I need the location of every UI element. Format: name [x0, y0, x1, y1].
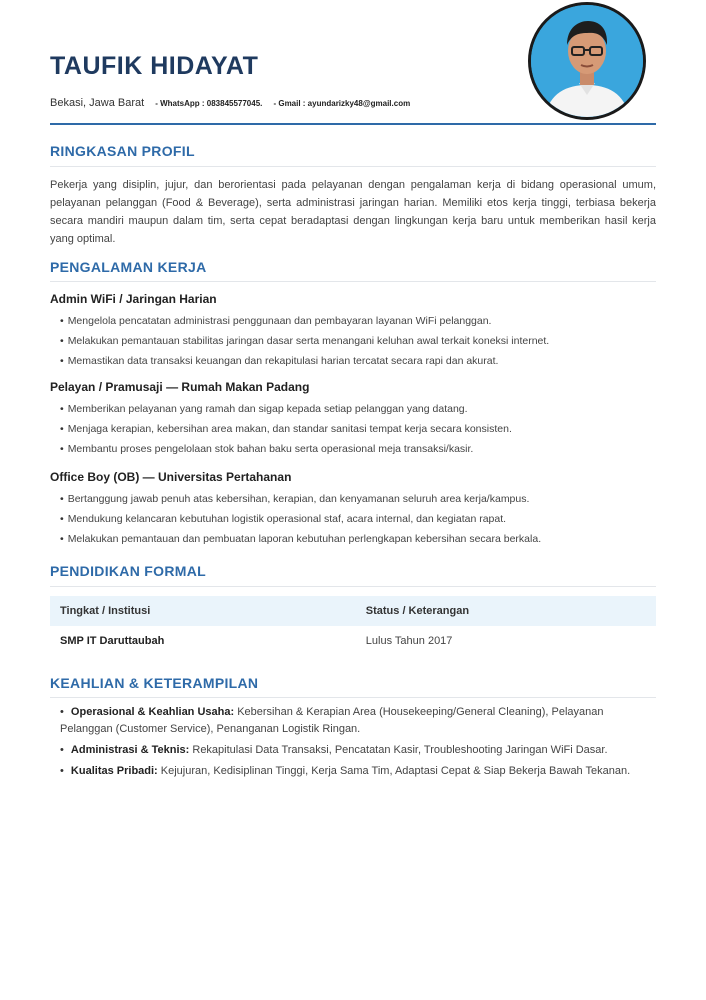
portrait-illustration-icon	[531, 5, 643, 117]
header-divider	[50, 123, 656, 125]
section-title-skills: KEAHLIAN & KETERAMPILAN	[50, 675, 259, 691]
job-title: Office Boy (OB) — Universitas Pertahanan	[50, 470, 292, 484]
list-item: • Mendukung kelancaran kebutuhan logistik operasional staf, acara internal, dan kegiatan rapat.	[60, 509, 650, 529]
contact-line	[50, 97, 410, 109]
list-item	[60, 763, 650, 780]
table-row	[50, 626, 656, 656]
table-cell: Lulus Tahun 2017	[365, 635, 453, 647]
profile-summary: Pekerja yang disiplin, jujur, dan berorientasi pada pelayanan dengan pengalaman kerja di bidang operasional umum, pelayanan pelanggan (Food & Beverage), serta administrasi jaringan harian. Memiliki etos kerja tinggi, terbiasa bekerja secara mandiri maupun dalam tim, serta cepat beradaptasi dengan lingkungan kerja baru untuk memberikan hasil kerja yang optimal.	[50, 179, 656, 245]
skill-label: Administrasi & Teknis:	[70, 744, 190, 756]
list-item	[60, 704, 650, 738]
skill-text: Kejujuran, Kedisiplinan Tinggi, Kerja Sama Tim, Adaptasi Cepat & Siap Bekerja Bawah Tekanan.	[157, 765, 631, 777]
section-title-education: PENDIDIKAN FORMAL	[50, 563, 206, 579]
gmail-text: - Gmail : ayundarizky48@gmail.com	[273, 99, 411, 108]
table-header-row	[50, 596, 656, 626]
job-bullet-list	[60, 399, 650, 459]
list-item: • Memberikan pelayanan yang ramah dan sigap kepada setiap pelanggan yang datang.	[60, 399, 650, 419]
section-divider	[50, 586, 656, 587]
skill-label: Kualitas Pribadi:	[70, 765, 158, 777]
table-header-cell: Tingkat / Institusi	[60, 605, 151, 617]
list-item: • Mengelola pencatatan administrasi penggunaan dan pembayaran layanan WiFi pelanggan.	[60, 311, 650, 331]
section-title-profile: RINGKASAN PROFIL	[50, 143, 195, 159]
list-item: • Memastikan data transaksi keuangan dan rekapitulasi harian tercatat secara rapi dan akurat.	[60, 351, 650, 371]
education-table	[50, 596, 656, 656]
job-bullet-list	[60, 489, 650, 549]
list-item: • Melakukan pemantauan stabilitas jaringan dasar serta menangani keluhan awal terkait koneksi internet.	[60, 331, 650, 351]
table-header-cell: Status / Keterangan	[365, 605, 470, 617]
job-bullet-list	[60, 311, 650, 371]
list-item	[60, 742, 650, 759]
section-title-experience: PENGALAMAN KERJA	[50, 259, 207, 275]
section-divider	[50, 281, 656, 282]
job-title: Admin WiFi / Jaringan Harian	[50, 292, 217, 306]
list-item: • Melakukan pemantauan dan pembuatan laporan kebutuhan perlengkapan kebersihan secara berkala.	[60, 529, 650, 549]
list-item: • Menjaga kerapian, kebersihan area makan, dan standar sanitasi tempat kerja secara konsisten.	[60, 419, 650, 439]
whatsapp-text: - WhatsApp : 083845577045.	[155, 99, 263, 108]
table-cell: SMP IT Daruttaubah	[60, 635, 165, 647]
job-title: Pelayan / Pramusaji — Rumah Makan Padang	[50, 380, 310, 394]
skill-label: Operasional & Keahlian Usaha:	[70, 706, 235, 718]
list-item: • Membantu proses pengelolaan stok bahan baku serta operasional meja transaksi/kasir.	[60, 439, 650, 459]
skill-text: Rekapitulasi Data Transaksi, Pencatatan Kasir, Troubleshooting Jaringan WiFi Dasar.	[189, 744, 608, 756]
skills-list	[60, 704, 650, 784]
list-item: • Bertanggung jawab penuh atas kebersihan, kerapian, dan kenyamanan seluruh area kerja/kampus.	[60, 489, 650, 509]
section-divider	[50, 166, 656, 167]
skill-text: Kebersihan & Kerapian Area (Housekeeping/General Cleaning), Pelayanan Pelanggan (Customer Service), Penanganan Logistik Ringan.	[60, 706, 604, 735]
location-text: Bekasi, Jawa Barat	[50, 97, 145, 109]
candidate-name: TAUFIK HIDAYAT	[50, 52, 259, 80]
profile-photo	[528, 2, 646, 120]
section-divider	[50, 697, 656, 698]
